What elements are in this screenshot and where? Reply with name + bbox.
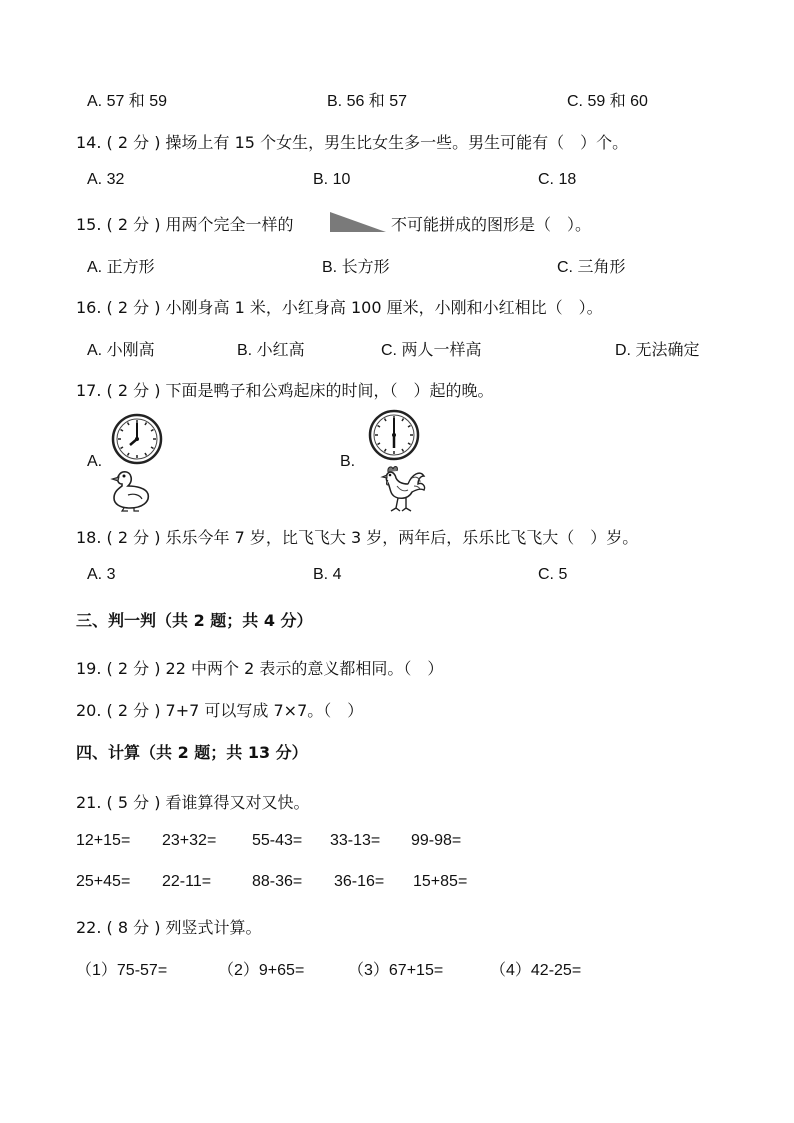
clock-icon — [367, 408, 421, 462]
q19-text: 19. ( 2 分 ) 22 中两个 2 表示的意义都相同。（ ） — [76, 659, 444, 678]
q18-option-b: B. 4 — [313, 566, 342, 583]
q14-option-a: A. 32 — [87, 171, 125, 188]
vertical-calc-item: （2）9+65= — [218, 962, 305, 979]
calc-item: 23+32= — [162, 832, 217, 849]
q17-text: 17. ( 2 分 ) 下面是鸭子和公鸡起床的时间，（ ）起的晚。 — [76, 381, 494, 400]
vertical-calc-item: （3）67+15= — [348, 962, 444, 979]
q14-option-b: B. 10 — [313, 171, 351, 188]
calc-item: 25+45= — [76, 873, 131, 890]
rooster-icon — [378, 462, 428, 514]
q15-option-c: C. 三角形 — [557, 259, 626, 276]
right-triangle-figure — [328, 210, 388, 234]
q17-option-b: B. — [340, 453, 356, 470]
clock-icon — [110, 412, 164, 466]
q15-text-after: 不可能拼成的图形是（ ）。 — [391, 215, 592, 234]
q18-option-c: C. 5 — [538, 566, 568, 583]
q14-text: 14. ( 2 分 ) 操场上有 15 个女生，男生比女生多一些。男生可能有（ ）个。 — [76, 133, 629, 152]
q14-option-c: C. 18 — [538, 171, 577, 188]
q21-text: 21. ( 5 分 ) 看谁算得又对又快。 — [76, 793, 310, 812]
duck-icon — [108, 462, 152, 512]
q17-option-a: A. — [87, 453, 103, 470]
calc-item: 36-16= — [334, 873, 385, 890]
q20-text: 20. ( 2 分 ) 7+7 可以写成 7×7。（ ） — [76, 701, 364, 720]
q13-option-c: C. 59 和 60 — [567, 93, 648, 110]
q16-option-c: C. 两人一样高 — [381, 342, 482, 359]
q15-option-a: A. 正方形 — [87, 259, 155, 276]
calc-item: 88-36= — [252, 873, 303, 890]
q16-option-d: D. 无法确定 — [615, 342, 700, 359]
q15-text-before: 15. ( 2 分 ) 用两个完全一样的 — [76, 215, 294, 234]
section-3-title: 三、判一判（共 2 题；共 4 分） — [76, 611, 313, 630]
vertical-calc-item: （4）42-25= — [490, 962, 582, 979]
calc-item: 55-43= — [252, 832, 303, 849]
vertical-calc-item: （1）75-57= — [76, 962, 168, 979]
calc-item: 33-13= — [330, 832, 381, 849]
q16-text: 16. ( 2 分 ) 小刚身高 1 米，小红身高 100 厘米，小刚和小红相比（ ）。 — [76, 298, 603, 317]
calc-item: 15+85= — [413, 873, 468, 890]
calc-item: 99-98= — [411, 832, 462, 849]
calc-item: 12+15= — [76, 832, 131, 849]
q18-text: 18. ( 2 分 ) 乐乐今年 7 岁，比飞飞大 3 岁，两年后，乐乐比飞飞大（ ）岁。 — [76, 528, 639, 547]
q16-option-a: A. 小刚高 — [87, 342, 155, 359]
q15-option-b: B. 长方形 — [322, 259, 390, 276]
q16-option-b: B. 小红高 — [237, 342, 305, 359]
section-4-title: 四、计算（共 2 题；共 13 分） — [76, 743, 308, 762]
q22-text: 22. ( 8 分 ) 列竖式计算。 — [76, 918, 262, 937]
calc-item: 22-11= — [162, 873, 212, 890]
q13-option-b: B. 56 和 57 — [327, 93, 408, 110]
q18-option-a: A. 3 — [87, 566, 116, 583]
q13-option-a: A. 57 和 59 — [87, 93, 168, 110]
